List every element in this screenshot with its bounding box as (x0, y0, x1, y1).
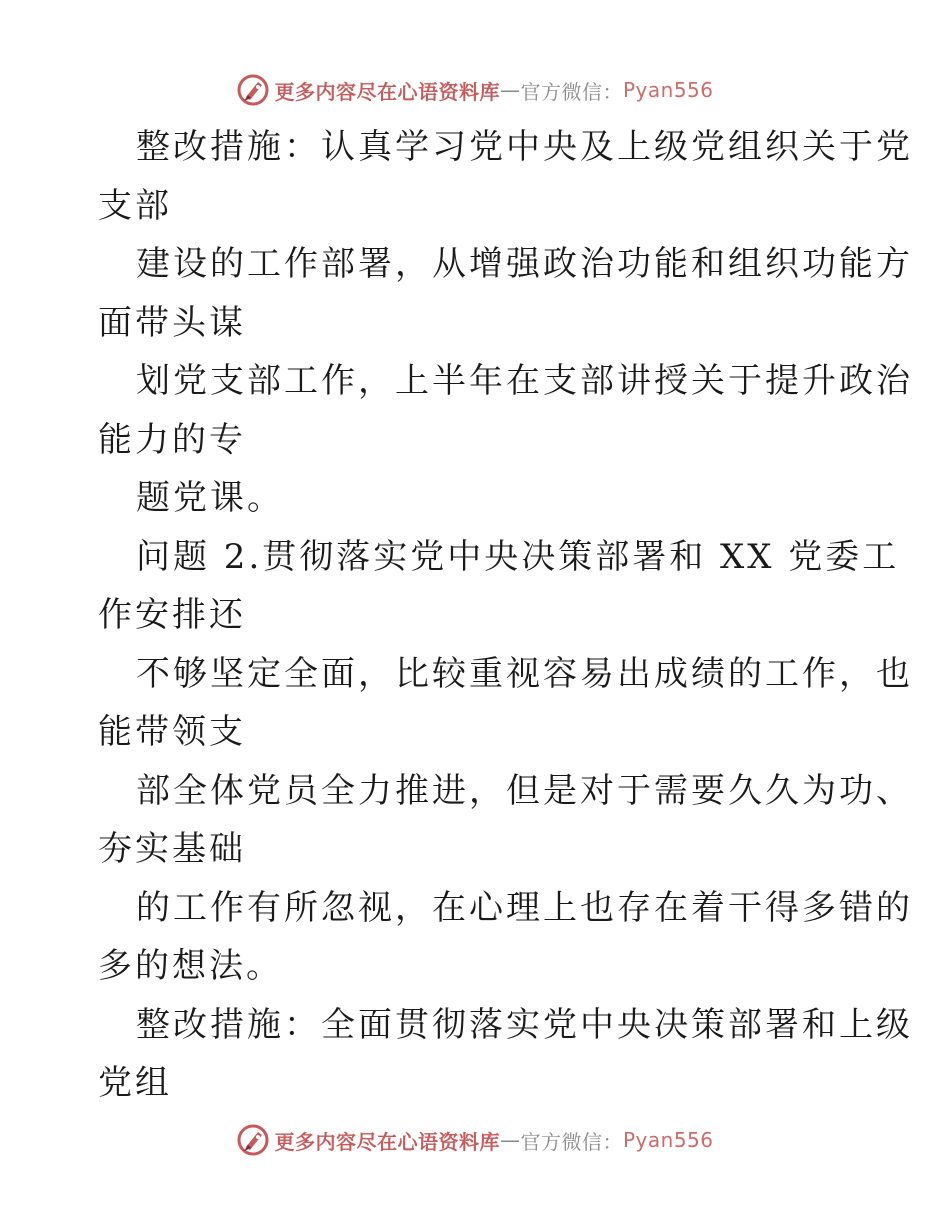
text-line: 划党支部工作，上半年在支部讲授关于提升政治 (136, 361, 913, 401)
text-line: 夯实基础 (98, 829, 246, 869)
text-line: 作安排还 (98, 595, 246, 635)
text-line: 题党课。 (136, 478, 284, 518)
text-line: 整改措施：全面贯彻落实党中央决策部署和上级 (136, 1004, 913, 1045)
banner-dash: — (499, 78, 521, 102)
banner-label: 官方微信： (520, 79, 623, 104)
text-line: 支部 (98, 185, 172, 226)
document-body (98, 118, 913, 1113)
pen-logo-icon (236, 1123, 270, 1157)
text-line: 建设的工作部署，从增强政治功能和组织功能方 (136, 244, 913, 284)
pen-logo-icon (236, 73, 270, 107)
banner-main-text: 更多内容尽在心语资料库 (274, 79, 500, 104)
banner-main-text: 更多内容尽在心语资料库 (274, 1129, 500, 1154)
text-line: 能力的专 (98, 419, 246, 460)
banner-label: 官方微信： (520, 1129, 623, 1154)
text-line: 的工作有所忽视，在心理上也存在着干得多错的 (136, 887, 913, 928)
text-line: 党组 (98, 1063, 172, 1103)
text-line: 整改措施：认真学习党中央及上级党组织关于党 (136, 127, 913, 167)
header-banner (0, 70, 950, 110)
text-line: 问题 2.贯彻落实党中央决策部署和 XX 党委工 (136, 536, 900, 577)
banner-account: Pyan556 (622, 1128, 714, 1152)
banner-account: Pyan556 (622, 78, 714, 102)
banner-dash: — (499, 1128, 521, 1152)
text-line: 不够坚定全面，比较重视容易出成绩的工作，也 (136, 653, 913, 694)
text-line: 部全体党员全力推进，但是对于需要久久为功、 (136, 770, 913, 811)
footer-banner (0, 1120, 950, 1160)
text-line: 多的想法。 (98, 946, 283, 986)
text-line: 面带头谋 (98, 302, 246, 343)
text-line: 能带领支 (98, 712, 246, 752)
